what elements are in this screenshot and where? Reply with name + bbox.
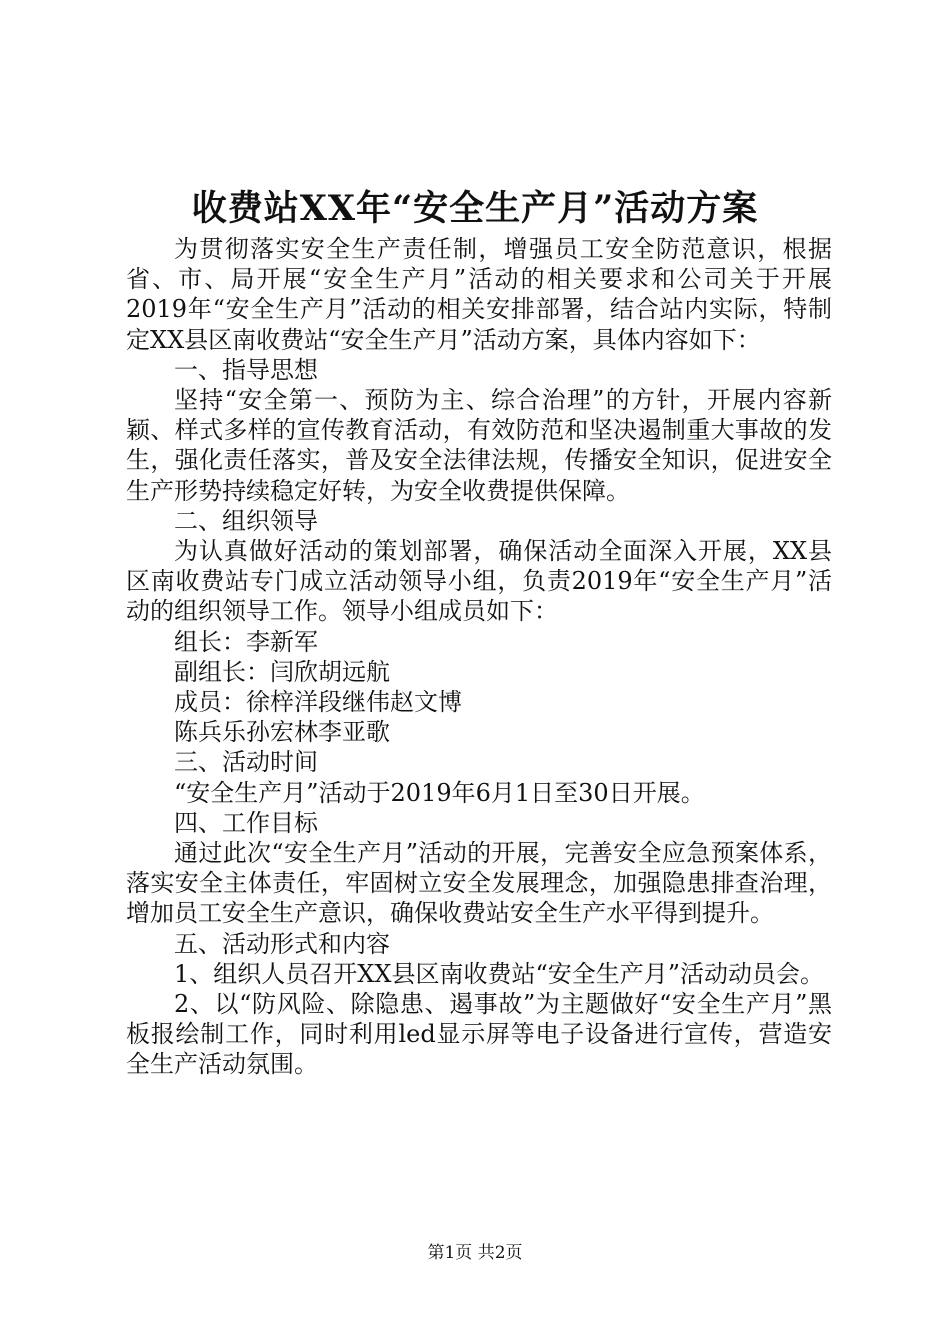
section-heading-guiding-ideology: 一、指导思想 xyxy=(174,355,318,384)
document-body xyxy=(126,234,832,1080)
section-heading-work-goals: 四、工作目标 xyxy=(174,808,318,837)
document-title: 收费站XX年“安全生产月”活动方案 xyxy=(191,188,759,229)
activity-time-line: “安全生产月”活动于2019年6月1日至30日开展。 xyxy=(174,778,705,807)
activity-item-2: 2、以“防风险、除隐患、遏事故”为主题做好“安全生产月”黑板报绘制工作，同时利用led显示屏等电子设备进行宣传，营造安全生产活动氛围。 xyxy=(126,990,832,1079)
section-heading-organization: 二、组织领导 xyxy=(174,506,318,535)
work-goals-paragraph: 通过此次“安全生产月”活动的开展，完善安全应急预案体系，落实安全主体责任，牢固树立安全发展理念，加强隐患排查治理，增加员工安全生产意识，确保收费站安全生产水平得到提升。 xyxy=(126,839,832,928)
section-heading-activity-time: 三、活动时间 xyxy=(174,748,318,777)
intro-paragraph: 为贯彻落实安全生产责任制，增强员工安全防范意识，根据省、市、局开展“安全生产月”活动的相关要求和公司关于开展2019年“安全生产月”活动的相关安排部署，结合站内实际，特制定XX县区南收费站“安全生产月”活动方案，具体内容如下： xyxy=(126,235,832,354)
members-line: 成员：徐梓洋段继伟赵文博 xyxy=(174,688,462,717)
page-footer: 第1页 共2页 xyxy=(427,1243,523,1263)
deputy-leader-line: 副组长：闫欣胡远航 xyxy=(174,657,390,686)
team-leader-line: 组长：李新军 xyxy=(174,627,318,656)
members-line-continued: 陈兵乐孙宏林李亚歌 xyxy=(174,718,390,747)
guiding-ideology-paragraph: 坚持“安全第一、预防为主、综合治理”的方针，开展内容新颖、样式多样的宣传教育活动，有效防范和坚决遏制重大事故的发生，强化责任落实，普及安全法律法规，传播安全知识，促进安全生产形势持续稳定好转，为安全收费提供保障。 xyxy=(126,386,832,505)
organization-paragraph: 为认真做好活动的策划部署，确保活动全面深入开展，XX县区南收费站专门成立活动领导小组，负责2019年“安全生产月”活动的组织领导工作。领导小组成员如下： xyxy=(126,537,832,626)
activity-item-1: 1、组织人员召开XX县区南收费站“安全生产月”活动动员会。 xyxy=(174,959,824,988)
section-heading-activity-forms: 五、活动形式和内容 xyxy=(174,929,390,958)
